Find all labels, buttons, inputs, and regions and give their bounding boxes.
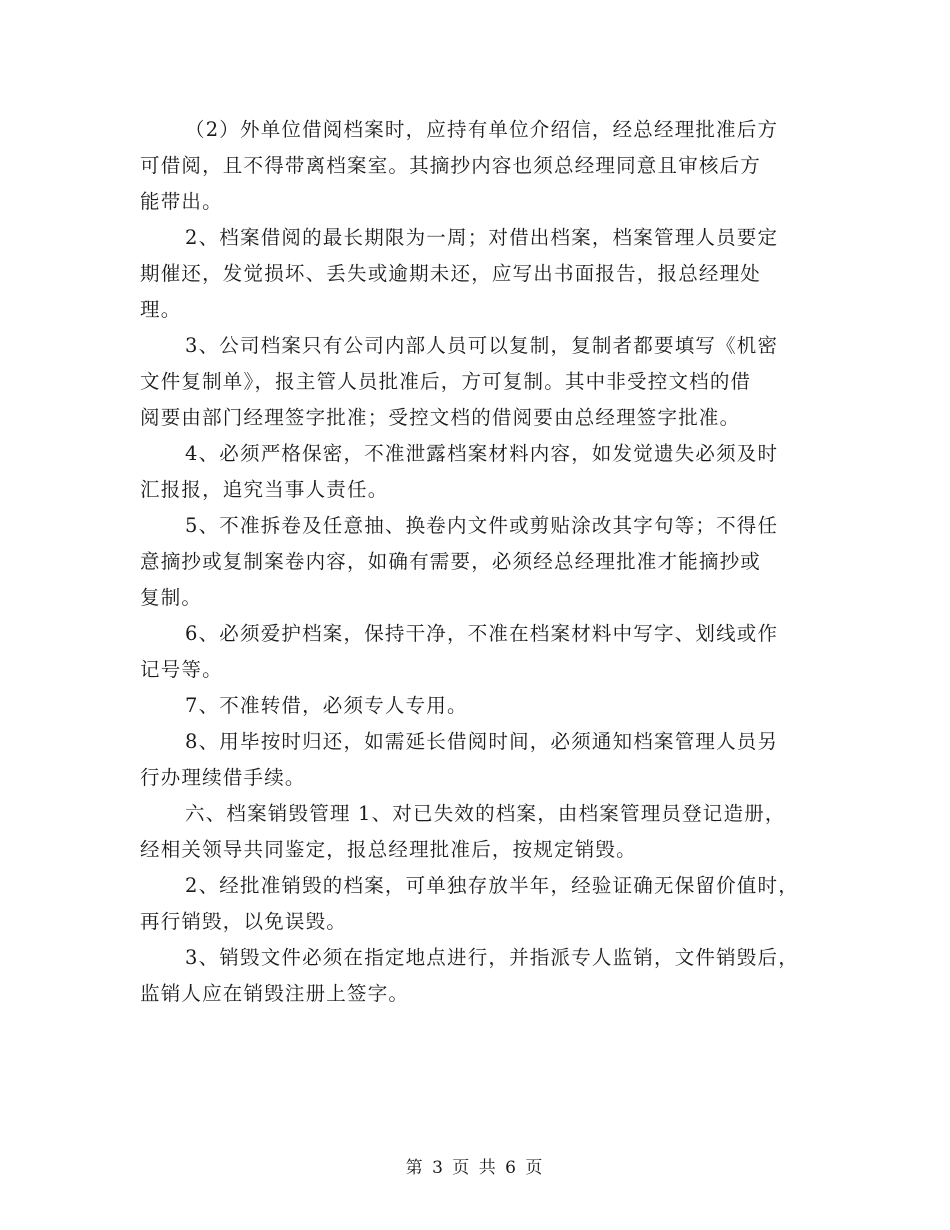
paragraph <box>140 508 810 616</box>
paragraph <box>140 112 810 220</box>
paragraph-line: 阅要由部门经理签字批准；受控文档的借阅要由总经理签字批准。 <box>140 406 741 429</box>
paragraph <box>140 868 810 940</box>
paragraph-line: 复制。 <box>140 586 203 609</box>
paragraph-line: 行办理续借手续。 <box>140 766 306 789</box>
paragraph-line: 再行销毁，以免误毁。 <box>140 910 348 933</box>
paragraph-line: 3、销毁文件必须在指定地点进行，并指派专人监销，文件销毁后， <box>185 946 799 969</box>
paragraph-line: 理。 <box>140 298 182 321</box>
paragraph-line: 意摘抄或复制案卷内容，如确有需要，必须经总经理批准才能摘抄或 <box>140 550 762 573</box>
paragraph <box>140 724 810 796</box>
paragraph-line: 4、必须严格保密，不准泄露档案材料内容，如发觉遗失必须及时 <box>185 442 779 465</box>
document-body <box>140 112 810 1012</box>
paragraph-line: （2）外单位借阅档案时，应持有单位介绍信，经总经理批准后方 <box>185 118 779 141</box>
paragraph-line: 2、档案借阅的最长期限为一周；对借出档案，档案管理人员要定 <box>185 226 779 249</box>
paragraph-line: 汇报报，追究当事人责任。 <box>140 478 389 501</box>
paragraph <box>140 328 810 436</box>
paragraph <box>140 436 810 508</box>
paragraph-line: 记号等。 <box>140 658 223 681</box>
paragraph <box>140 616 810 688</box>
paragraph-line: 期催还，发觉损坏、丢失或逾期未还，应写出书面报告，报总经理处 <box>140 262 762 285</box>
paragraph-line: 6、必须爱护档案，保持干净，不准在档案材料中写字、划线或作 <box>185 622 779 645</box>
paragraph-line: 可借阅，且不得带离档案室。其摘抄内容也须总经理同意且审核后方 <box>140 154 762 177</box>
paragraph-line: 六、档案销毁管理 1、对已失效的档案，由档案管理员登记造册， <box>185 802 786 825</box>
paragraph-line: 7、不准转借，必须专人专用。 <box>185 694 468 717</box>
paragraph-line: 5、不准拆卷及任意抽、换卷内文件或剪贴涂改其字句等；不得任 <box>185 514 779 537</box>
paragraph-line: 3、公司档案只有公司内部人员可以复制，复制者都要填写《机密 <box>185 334 779 357</box>
paragraph-line: 文件复制单》，报主管人员批准后，方可复制。其中非受控文档的借 <box>140 370 752 393</box>
paragraph-line: 监销人应在销毁注册上签字。 <box>140 982 410 1005</box>
paragraph-line: 2、经批准销毁的档案，可单独存放半年，经验证确无保留价值时， <box>185 874 799 897</box>
paragraph <box>140 796 810 868</box>
page-number-footer: 第 3 页 共 6 页 <box>405 1158 545 1178</box>
paragraph-line: 能带出。 <box>140 190 223 213</box>
paragraph <box>140 688 810 724</box>
paragraph-line: 经相关领导共同鉴定，报总经理批准后，按规定销毁。 <box>140 838 637 861</box>
paragraph <box>140 940 810 1012</box>
paragraph-line: 8、用毕按时归还，如需延长借阅时间，必须通知档案管理人员另 <box>185 730 779 753</box>
paragraph <box>140 220 810 328</box>
